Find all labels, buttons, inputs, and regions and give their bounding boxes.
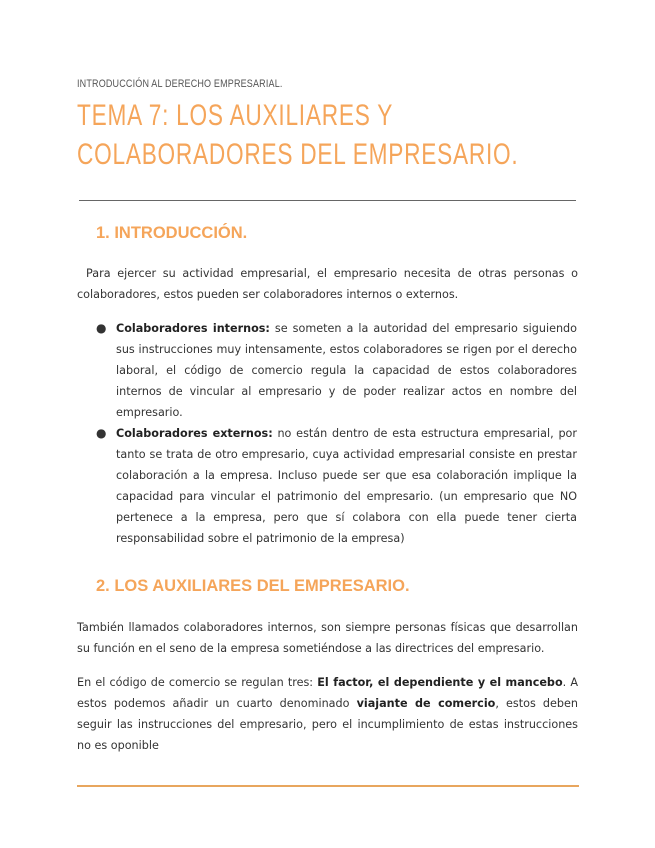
course-kicker: INTRODUCCIÓN AL DERECHO EMPRESARIAL. bbox=[77, 78, 283, 90]
page-title: TEMA 7: LOS AUXILIARES Y COLABORADORES DEL EMPRESARIO. bbox=[77, 99, 519, 171]
intro-paragraph: Para ejercer su actividad empresarial, el empresario necesita de otras personas o colaboradores, estos pueden ser colaboradores internos o externos. bbox=[77, 267, 578, 301]
text-run: . A estos podemos añadir un cuarto denominado bbox=[77, 676, 578, 710]
section-heading-auxiliares: 2. LOS AUXILIARES DEL EMPRESARIO. bbox=[96, 577, 410, 595]
bullet-icon: ● bbox=[96, 321, 107, 335]
text-run: , estos deben seguir las instrucciones del empresario, pero el incumplimiento de estas instrucciones no es oponible bbox=[77, 697, 578, 752]
bullet-label: Colaboradores internos: bbox=[116, 322, 270, 335]
list-item bbox=[96, 423, 577, 549]
footer-divider bbox=[77, 785, 579, 787]
auxiliares-paragraph-1: También llamados colaboradores internos, son siempre personas físicas que desarrollan su función en el seno de la empresa sometiéndose a las directrices del empresario. bbox=[77, 621, 578, 655]
bold-run: viajante de comercio bbox=[356, 697, 496, 710]
list-item bbox=[96, 318, 577, 423]
bullet-label: Colaboradores externos: bbox=[116, 427, 273, 440]
bullet-text: no están dentro de esta estructura empresarial, por tanto se trata de otro empresario, cuya actividad empresarial consiste en prestar colaboración a la empresa. Incluso puede ser que esa colaboración implique la capacidad para vincular el patrimonio del empresario. (un empresario que NO pertenece a la empresa, pero que sí colabora con ella puede tener cierta responsabilidad sobre el patrimonio de la empresa) bbox=[116, 427, 577, 545]
text-run: En el código de comercio se regulan tres: bbox=[77, 676, 318, 689]
auxiliares-paragraph-2 bbox=[77, 672, 578, 756]
collaborators-list bbox=[96, 318, 577, 549]
section-heading-introduccion: 1. INTRODUCCIÓN. bbox=[96, 224, 248, 242]
bullet-text: se someten a la autoridad del empresario siguiendo sus instrucciones muy intensamente, estos colaboradores se rigen por el derecho laboral, el código de comercio regula la capacidad de estos colaboradores internos de vincular al empresario y de poder realizar actos en nombre del empresario. bbox=[116, 322, 577, 419]
bold-run: El factor, el dependiente y el mancebo bbox=[317, 676, 563, 689]
bullet-icon: ● bbox=[96, 426, 107, 440]
title-divider bbox=[79, 200, 576, 201]
